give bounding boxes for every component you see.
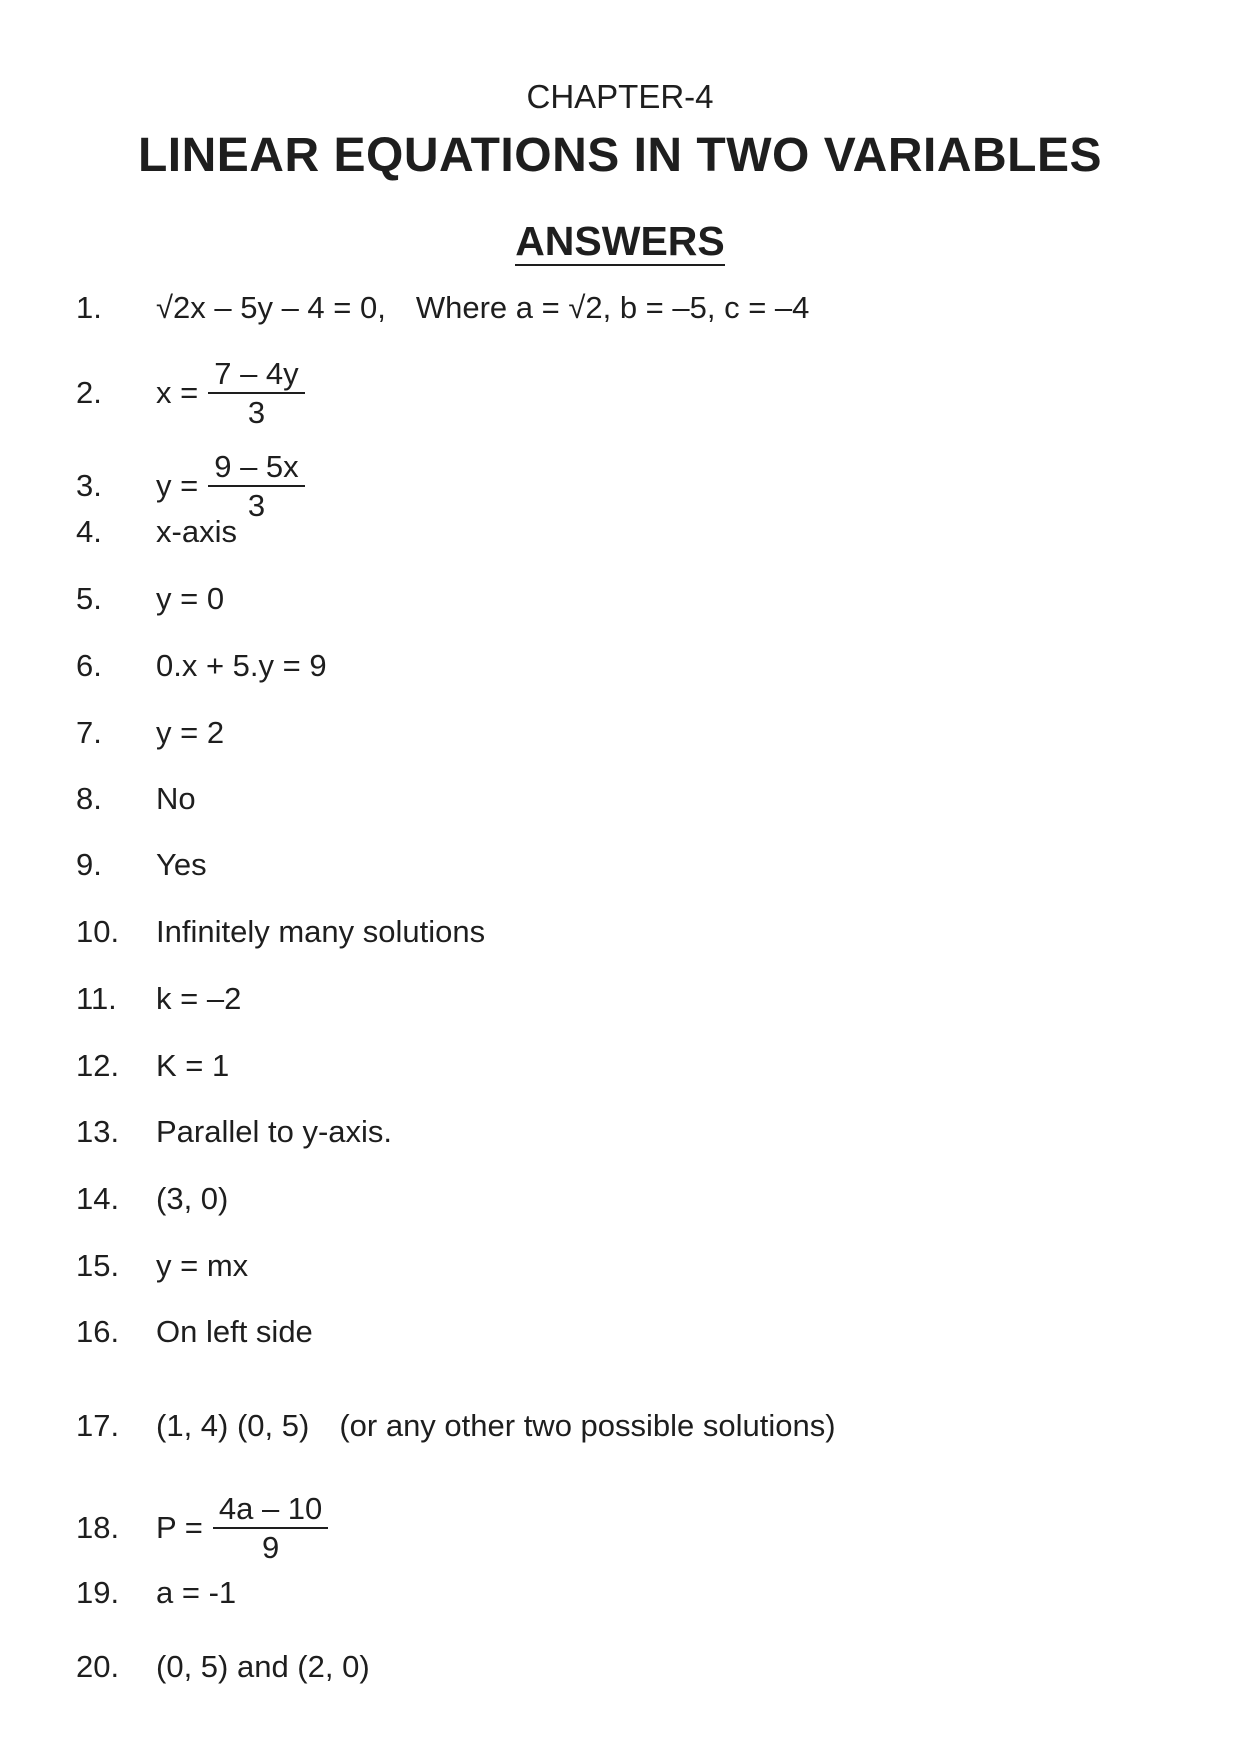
answer-text: K = 1 (156, 1048, 230, 1083)
answer-item-15 (76, 1241, 248, 1291)
fraction (213, 1493, 328, 1563)
answer-number: 18. (76, 1510, 120, 1545)
answer-item-17 (76, 1401, 836, 1451)
fraction-denominator: 3 (247, 488, 266, 523)
fraction-numerator: 9 – 5x (208, 451, 304, 487)
answer-text: Yes (156, 847, 207, 882)
answer-number: 8. (76, 781, 102, 816)
answer-item-2 (76, 353, 305, 433)
answer-item-8 (76, 774, 196, 824)
fraction-denominator: 9 (261, 1530, 280, 1565)
answer-text: 0.x + 5.y = 9 (156, 648, 327, 683)
answer-note: (or any other two possible solutions) (339, 1408, 836, 1443)
answer-text: k = –2 (156, 981, 242, 1016)
answer-item-16 (76, 1307, 313, 1357)
answer-number: 9. (76, 847, 102, 882)
answer-number: 10. (76, 914, 120, 949)
answer-number: 5. (76, 581, 102, 616)
answer-number: 19. (76, 1575, 120, 1610)
answer-item-7 (76, 708, 224, 758)
answer-text: y = 0 (156, 581, 225, 616)
answer-item-11 (76, 974, 241, 1024)
answer-item-4 (76, 507, 237, 557)
answer-number: 15. (76, 1248, 120, 1283)
answer-number: 7. (76, 715, 102, 750)
answer-item-6 (76, 641, 327, 691)
answer-text: Parallel to y-axis. (156, 1114, 393, 1149)
section-heading (0, 218, 1240, 265)
answer-text: (3, 0) (156, 1181, 229, 1216)
answer-item-10 (76, 907, 485, 957)
answer-item-12 (76, 1041, 229, 1091)
answer-text: On left side (156, 1314, 313, 1349)
answer-item-1 (76, 283, 809, 333)
chapter-label: CHAPTER-4 (526, 78, 714, 115)
answers-heading-text: ANSWERS (515, 218, 725, 264)
answer-item-9 (76, 840, 207, 890)
answer-number: 6. (76, 648, 102, 683)
answer-number: 1. (76, 290, 102, 325)
fraction-denominator: 3 (247, 395, 266, 430)
answer-text: (1, 4) (0, 5) (156, 1408, 310, 1443)
equation-lhs: y = (156, 468, 199, 503)
equation-lhs: x = (156, 375, 199, 410)
answer-number: 12. (76, 1048, 120, 1083)
answer-number: 14. (76, 1181, 120, 1216)
answer-number: 20. (76, 1649, 120, 1684)
answer-text: a = -1 (156, 1575, 237, 1610)
answer-item-13 (76, 1107, 392, 1157)
answer-number: 11. (76, 981, 117, 1016)
answer-text: (0, 5) and (2, 0) (156, 1649, 370, 1684)
answer-number: 17. (76, 1408, 120, 1443)
fraction (208, 358, 304, 428)
answer-text: Infinitely many solutions (156, 914, 486, 949)
equation-lhs: P = (156, 1510, 203, 1545)
answer-number: 16. (76, 1314, 120, 1349)
answer-number: 4. (76, 514, 102, 549)
answer-item-5 (76, 574, 224, 624)
answer-number: 3. (76, 468, 102, 503)
answer-item-14 (76, 1174, 228, 1224)
answer-item-18 (76, 1488, 328, 1568)
fraction-numerator: 7 – 4y (208, 358, 304, 394)
answer-text: y = mx (156, 1248, 249, 1283)
page-title: LINEAR EQUATIONS IN TWO VARIABLES (137, 129, 1103, 182)
answer-note: Where a = √2, b = –5, c = –4 (415, 290, 810, 325)
answer-text: y = 2 (156, 715, 225, 750)
answer-text: No (156, 781, 196, 816)
fraction-numerator: 4a – 10 (213, 1493, 328, 1529)
answer-item-20 (76, 1642, 370, 1692)
answer-number: 2. (76, 375, 102, 410)
answer-text: √2x – 5y – 4 = 0, (156, 290, 386, 325)
answer-number: 13. (76, 1114, 120, 1149)
answer-item-19 (76, 1568, 236, 1618)
answer-text: x-axis (156, 514, 237, 549)
